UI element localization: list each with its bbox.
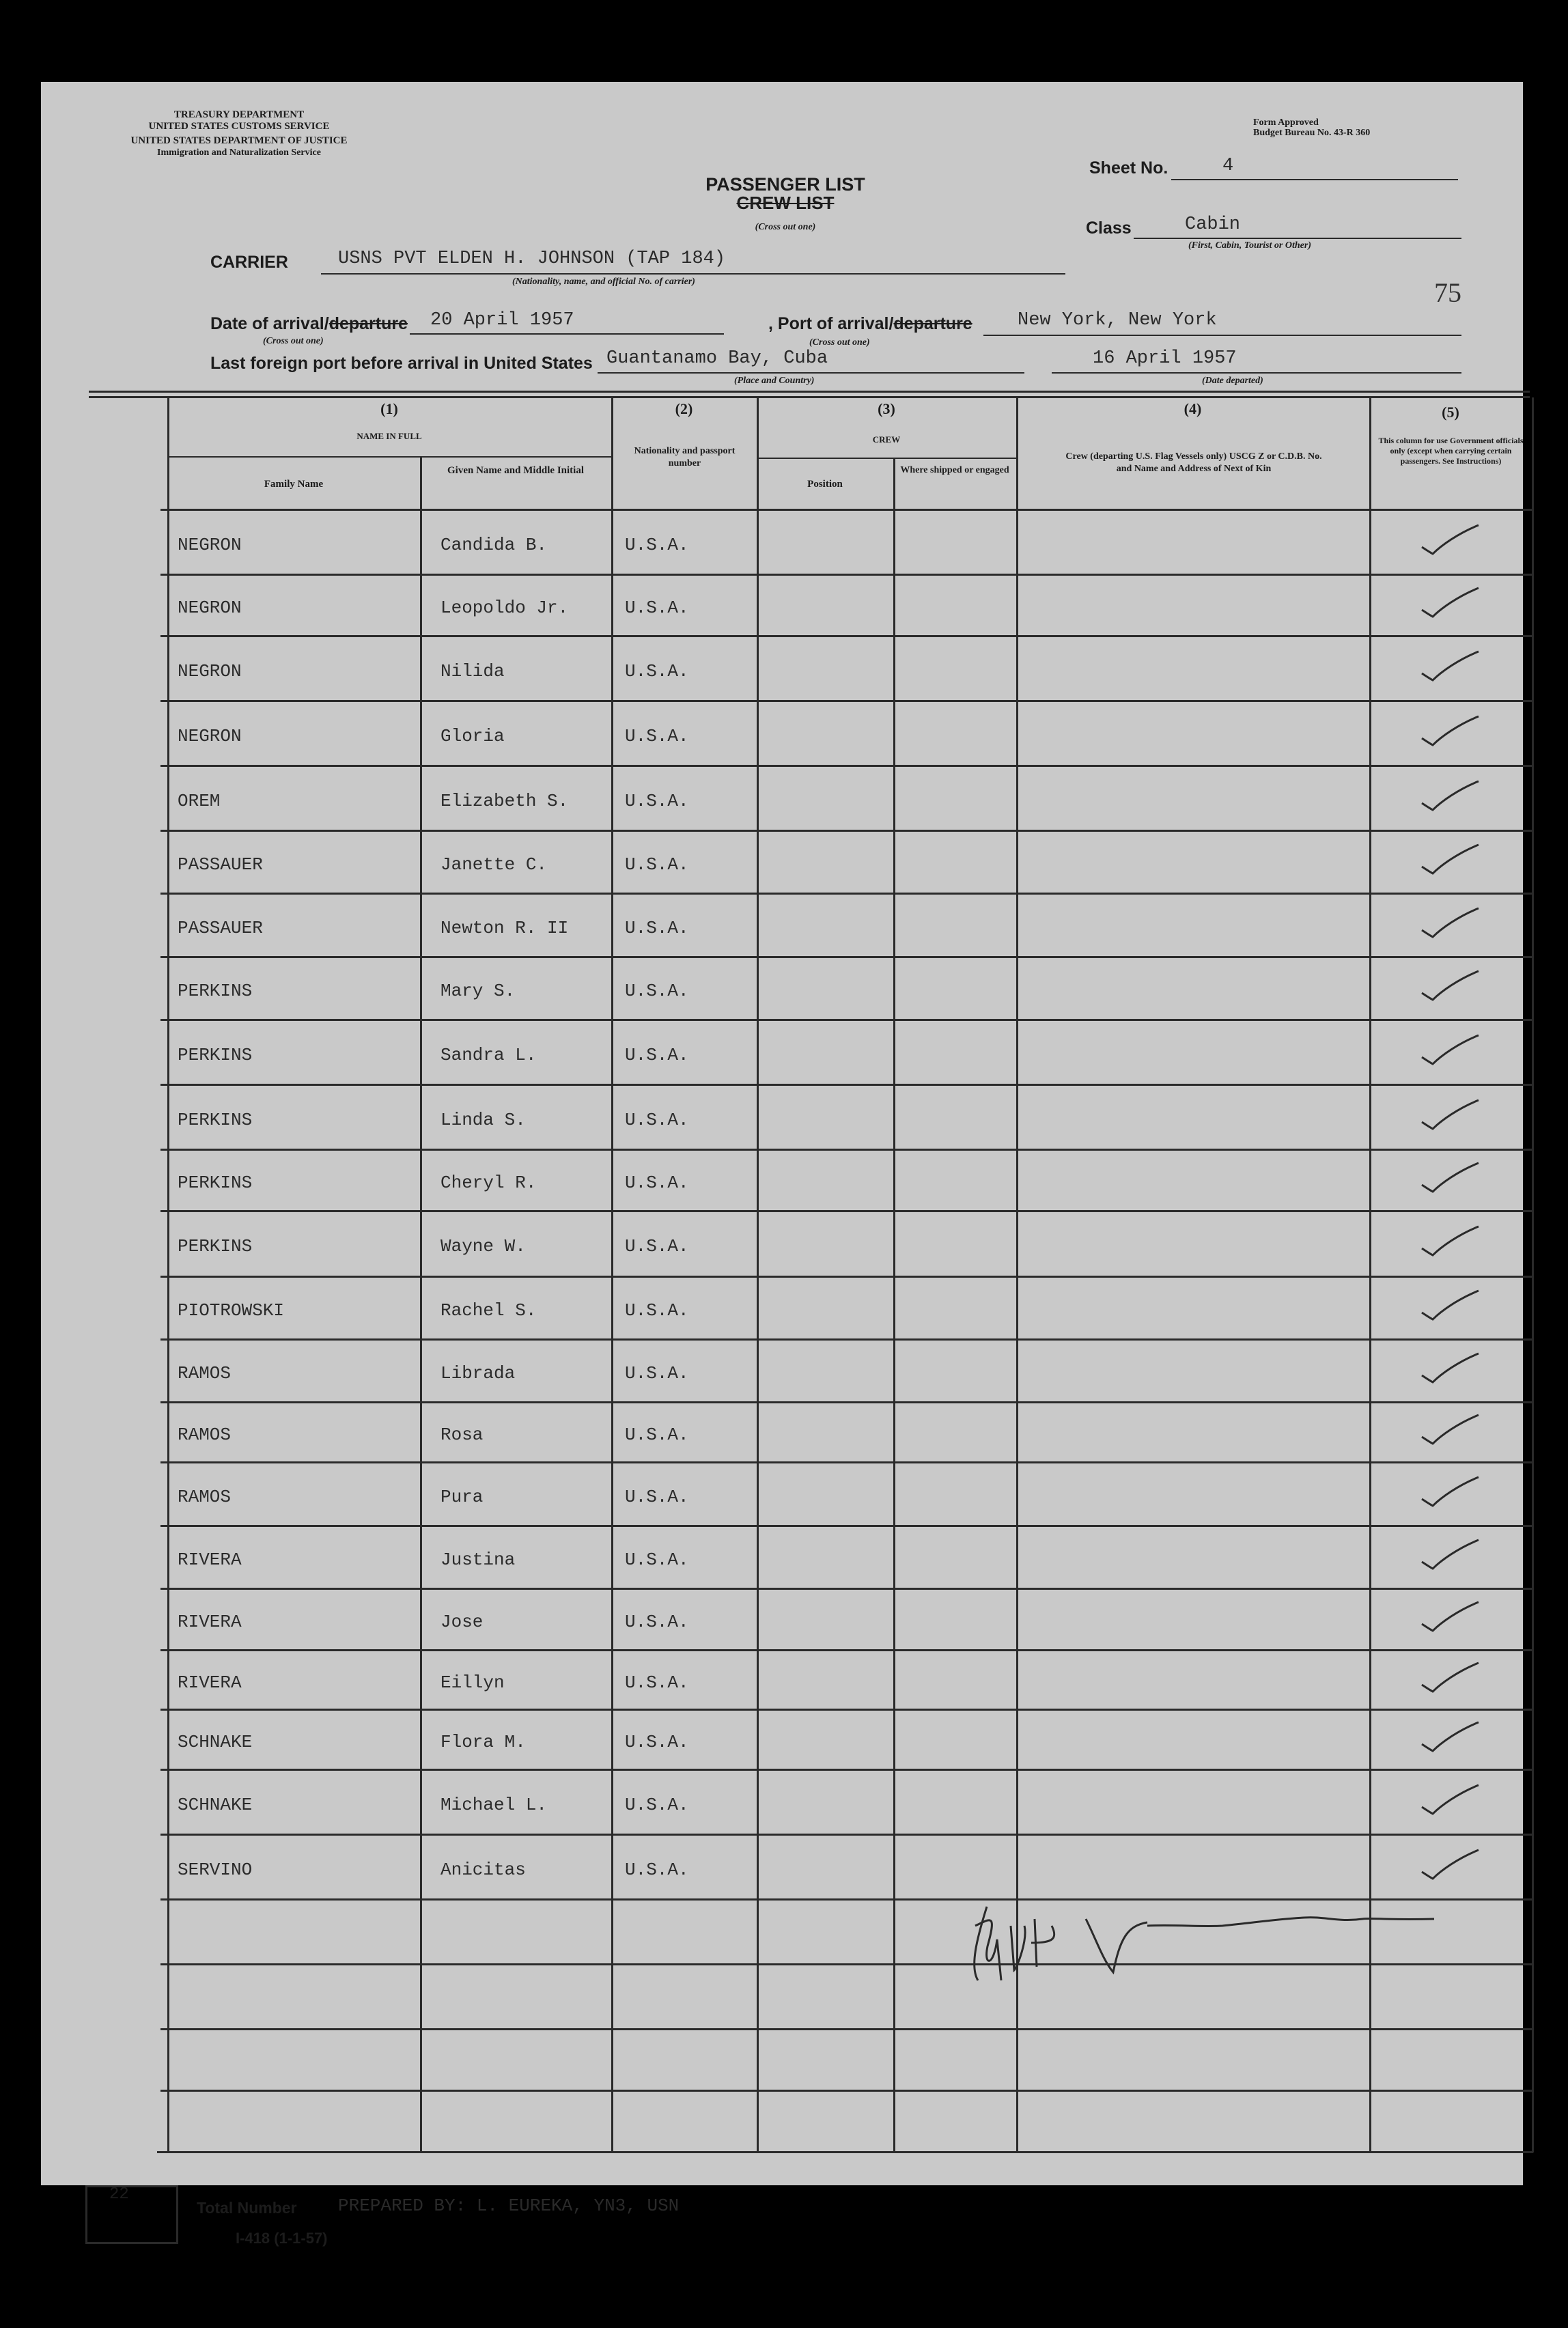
given-name-cell: Eillyn	[440, 1672, 505, 1693]
family-name-cell: RIVERA	[178, 1672, 242, 1693]
family-name-cell: NEGRON	[178, 725, 242, 746]
form-number: I-418 (1-1-57)	[236, 2230, 328, 2247]
family-name-cell: PERKINS	[178, 1044, 253, 1065]
family-name-cell: NEGRON	[178, 534, 242, 555]
document-page	[41, 82, 1524, 2247]
total-number-label: Total Number	[197, 2199, 297, 2217]
row-divider	[160, 1149, 1533, 1151]
row-divider	[160, 1084, 1533, 1086]
nationality-cell: U.S.A.	[625, 917, 689, 938]
sheet-value: 4	[1222, 156, 1234, 176]
family-name-cell: SCHNAKE	[178, 1732, 253, 1752]
last-port-note: (Place and Country)	[734, 376, 815, 386]
family-name-cell: OREM	[178, 790, 221, 811]
given-name-cell: Justina	[440, 1549, 516, 1570]
given-name-cell: Candida B.	[440, 534, 548, 555]
row-divider	[160, 765, 1533, 767]
row-divider	[160, 509, 1533, 511]
nationality-cell: U.S.A.	[625, 854, 689, 875]
list-title: PASSENGER LIST	[705, 174, 865, 195]
table-bottom-border	[157, 2151, 1533, 2153]
agency-line: UNITED STATES DEPARTMENT OF JUSTICE	[130, 135, 348, 146]
nationality-header: Nationality and passport number	[634, 446, 736, 468]
row-divider	[160, 574, 1533, 576]
class-note: (First, Cabin, Tourist or Other)	[1188, 240, 1311, 251]
given-name-cell: Mary S.	[440, 981, 516, 1001]
date-departed-note: (Date departed)	[1202, 376, 1263, 386]
nationality-cell: U.S.A.	[625, 1612, 689, 1632]
given-name-cell: Gloria	[440, 725, 505, 746]
nationality-cell: U.S.A.	[625, 1549, 689, 1570]
family-name-cell: PERKINS	[178, 1173, 253, 1193]
class-label: Class	[1086, 219, 1132, 238]
row-divider	[160, 956, 1533, 958]
crew-depart-header: Crew (departing U.S. Flag Vessels only) USCG Z or C.D.B. No. and Name and Address of Next of Kin	[1065, 451, 1322, 474]
row-divider	[160, 2028, 1533, 2030]
given-name-header: Given Name and Middle Initial	[447, 465, 585, 476]
row-divider	[160, 635, 1533, 637]
col1-title: NAME IN FULL	[356, 431, 422, 441]
row-divider	[160, 1019, 1533, 1021]
given-name-cell: Rachel S.	[440, 1300, 537, 1321]
family-name-cell: SERVINO	[178, 1859, 253, 1880]
position-header: Position	[807, 479, 843, 490]
given-name-cell: Wayne W.	[440, 1236, 526, 1257]
nationality-cell: U.S.A.	[625, 1109, 689, 1130]
budget-bureau: Budget Bureau No. 43-R 360	[1253, 128, 1371, 138]
last-port-value: Guantanamo Bay, Cuba	[606, 348, 828, 369]
family-name-cell: RAMOS	[178, 1486, 232, 1507]
sheet-label: Sheet No.	[1089, 158, 1168, 178]
family-name-cell: RAMOS	[178, 1425, 232, 1445]
col2-number: (2)	[675, 400, 693, 417]
row-divider	[160, 1588, 1533, 1590]
family-name-cell: SCHNAKE	[178, 1794, 253, 1815]
given-name-cell: Rosa	[440, 1425, 484, 1445]
given-name-cell: Librada	[440, 1363, 516, 1384]
family-name-cell: RIVERA	[178, 1549, 242, 1570]
given-name-cell: Nilida	[440, 660, 505, 682]
nationality-cell: U.S.A.	[625, 1732, 689, 1752]
row-divider	[160, 1709, 1533, 1711]
given-name-cell: Cheryl R.	[440, 1173, 537, 1193]
col5-number: (5)	[1442, 404, 1459, 421]
prepared-by: PREPARED BY: L. EUREKA, YN3, USN	[338, 2196, 680, 2216]
row-divider	[160, 1898, 1533, 1901]
family-name-cell: PERKINS	[178, 1236, 253, 1257]
date-note: (Cross out one)	[263, 336, 324, 346]
nationality-cell: U.S.A.	[625, 1300, 689, 1321]
row-divider	[160, 1834, 1533, 1836]
nationality-cell: U.S.A.	[625, 1173, 689, 1193]
carrier-note: (Nationality, name, and official No. of carrier)	[512, 277, 695, 287]
agency-line: Immigration and Naturalization Service	[157, 148, 321, 158]
given-name-cell: Michael L.	[440, 1794, 548, 1815]
cross-out-note: (Cross out one)	[755, 222, 816, 232]
col3-number: (3)	[878, 400, 895, 417]
family-name-cell: PIOTROWSKI	[178, 1300, 285, 1321]
form-approved: Form Approved	[1253, 117, 1319, 128]
nationality-cell: U.S.A.	[625, 790, 689, 811]
agency-line: UNITED STATES CUSTOMS SERVICE	[148, 121, 330, 132]
officials-header: This column for use Government officials only (except when carrying certain passengers. See Instructions)	[1378, 436, 1524, 466]
family-name-cell: NEGRON	[178, 660, 242, 682]
class-value: Cabin	[1185, 214, 1241, 235]
given-name-cell: Pura	[440, 1486, 484, 1507]
col1-number: (1)	[380, 400, 398, 417]
given-name-cell: Anicitas	[440, 1859, 526, 1880]
total-box-value: 22	[109, 2185, 129, 2204]
given-name-cell: Jose	[440, 1612, 484, 1632]
carrier-label: CARRIER	[210, 253, 288, 272]
nationality-cell: U.S.A.	[625, 660, 689, 682]
row-divider	[160, 1525, 1533, 1527]
nationality-cell: U.S.A.	[625, 1794, 689, 1815]
row-divider	[160, 1210, 1533, 1212]
nationality-cell: U.S.A.	[625, 1236, 689, 1257]
row-divider	[160, 1276, 1533, 1278]
carrier-value: USNS PVT ELDEN H. JOHNSON (TAP 184)	[338, 249, 726, 269]
date-departed-value: 16 April 1957	[1093, 348, 1237, 369]
row-divider	[160, 1401, 1533, 1403]
nationality-cell: U.S.A.	[625, 1363, 689, 1384]
row-divider	[160, 1649, 1533, 1651]
row-divider	[160, 1769, 1533, 1771]
date-value: 20 April 1957	[430, 310, 574, 331]
row-divider	[160, 1338, 1533, 1341]
total-box	[85, 2185, 178, 2244]
nationality-cell: U.S.A.	[625, 1859, 689, 1880]
nationality-cell: U.S.A.	[625, 725, 689, 746]
agency-line: TREASURY DEPARTMENT	[173, 109, 305, 120]
row-divider	[160, 1963, 1533, 1965]
row-divider	[160, 2090, 1533, 2092]
given-name-cell: Flora M.	[440, 1732, 526, 1752]
given-name-cell: Leopoldo Jr.	[440, 598, 569, 618]
given-name-cell: Elizabeth S.	[440, 790, 569, 811]
family-name-cell: PERKINS	[178, 981, 253, 1001]
crew-header: CREW	[872, 434, 901, 445]
port-value: New York, New York	[1018, 310, 1217, 331]
given-name-cell: Newton R. II	[440, 917, 569, 938]
family-name-cell: PASSAUER	[178, 854, 263, 875]
given-name-cell: Sandra L.	[440, 1044, 537, 1065]
nationality-cell: U.S.A.	[625, 1672, 689, 1693]
family-name-cell: PERKINS	[178, 1109, 253, 1130]
family-name-header: Family Name	[264, 479, 324, 490]
port-note: (Cross out one)	[809, 337, 870, 348]
row-divider	[160, 1461, 1533, 1463]
crew-list-struck: CREW LIST	[736, 193, 835, 213]
family-name-cell: RIVERA	[178, 1612, 242, 1632]
date-label: Date of arrival/departure	[210, 314, 408, 333]
shipped-header: Where shipped or engaged	[900, 465, 1009, 475]
family-name-cell: PASSAUER	[178, 917, 263, 938]
col4-number: (4)	[1184, 400, 1202, 417]
nationality-cell: U.S.A.	[625, 981, 689, 1001]
nationality-cell: U.S.A.	[625, 1486, 689, 1507]
port-label: , Port of arrival/departure	[768, 314, 972, 333]
row-divider	[160, 700, 1533, 702]
row-divider	[160, 830, 1533, 832]
nationality-cell: U.S.A.	[625, 534, 689, 555]
nationality-cell: U.S.A.	[625, 598, 689, 618]
nationality-cell: U.S.A.	[625, 1425, 689, 1445]
last-port-label: Last foreign port before arrival in United States	[210, 354, 593, 373]
family-name-cell: NEGRON	[178, 598, 242, 618]
given-name-cell: Janette C.	[440, 854, 548, 875]
signature	[41, 82, 1523, 2185]
handwritten-number: 75	[1434, 277, 1461, 308]
family-name-cell: RAMOS	[178, 1363, 232, 1384]
row-divider	[160, 893, 1533, 895]
nationality-cell: U.S.A.	[625, 1044, 689, 1065]
given-name-cell: Linda S.	[440, 1109, 526, 1130]
